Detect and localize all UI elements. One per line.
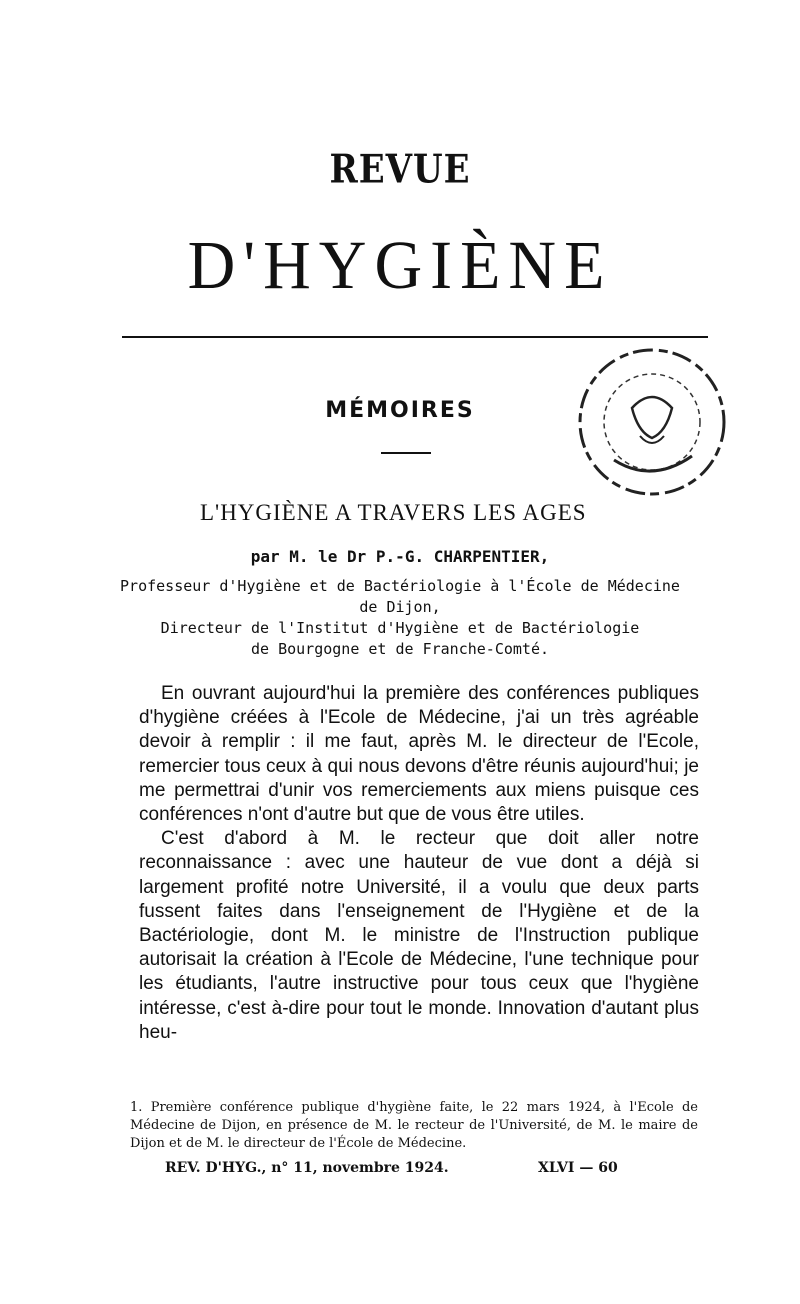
library-stamp: [572, 340, 732, 510]
affiliation-line-2: de Dijon,: [359, 598, 441, 616]
footer-citation: REV. D'HYG., n° 11, novembre 1924.: [165, 1160, 449, 1176]
affiliation-line-1: Professeur d'Hygiène et de Bactériologie à l'École de Médecine: [120, 577, 680, 595]
section-divider: [381, 452, 431, 454]
article-title: L'HYGIÈNE A TRAVERS LES AGES: [200, 500, 587, 525]
footnote: 1. Première conférence publique d'hygiène faite, le 22 mars 1924, à l'Ecole de Médecine de Dijon, en présence de M. le recteur de l'Université, de M. le maire de Dijon et de M. le directeur de l'École de Médecine.: [130, 1100, 698, 1151]
footer-page-number: XLVI — 60: [538, 1160, 618, 1176]
paragraph-1: En ouvrant aujourd'hui la première des conférences publiques d'hygiène créées à l'Ecole de Médecine, j'ai un très agréable devoir à remplir : il me faut, après M. le directeur de l'Ecole, remercier tous ceux à qui nous devons d'être réunis aujourd'hui; je me permettrai d'unir vos remerciements aux miens puisque ces conférences n'ont d'autre but que de vous être utiles.: [139, 683, 699, 826]
journal-title-hygiene: D'HYGIÈNE: [187, 227, 613, 304]
section-heading: MÉMOIRES: [325, 398, 475, 423]
body-text: [139, 682, 699, 1045]
header-rule: [122, 336, 708, 338]
paragraph-2: C'est d'abord à M. le recteur que doit aller notre reconnaissance : avec une hauteur de vue dont a déjà si largement profité notre Université, il a voulu que deux parts fussent faites dans l'enseignement de l'Hygiène et de la Bactériologie, dont M. le ministre de l'Instruction publique autorisait la création à l'Ecole de Médecine, l'une technique pour les étudiants, l'autre instructive pour tous ceux que l'hygiène intéresse, c'est à-dire pour tout le monde. Innovation d'autant plus heu-: [139, 828, 699, 1043]
affiliation-line-4: de Bourgogne et de Franche-Comté.: [250, 640, 549, 658]
affiliation-line-3: Directeur de l'Institut d'Hygiène et de Bactériologie: [160, 619, 640, 637]
journal-title-revue: REVUE: [329, 147, 471, 193]
author-line: par M. le Dr P.-G. CHARPENTIER,: [250, 547, 550, 566]
